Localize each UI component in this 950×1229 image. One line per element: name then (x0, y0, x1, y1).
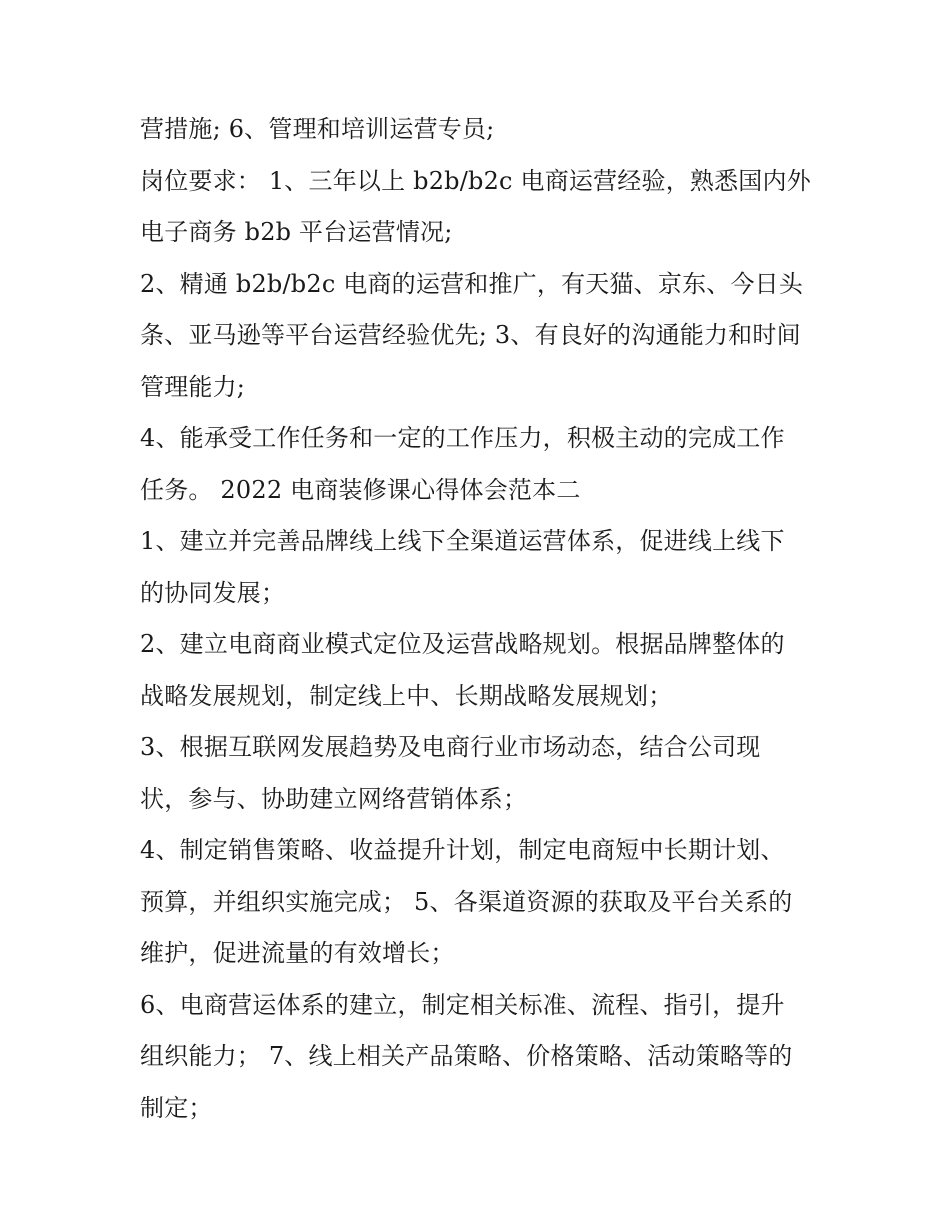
text-line: 6、电商营运体系的建立，制定相关标准、流程、指引，提升 (140, 990, 785, 1019)
text-line: 4、制定销售策略、收益提升计划，制定电商短中长期计划、 (140, 836, 785, 864)
text-line: 电子商务 b2b 平台运营情况; (140, 218, 453, 246)
text-line: 维护，促进流量的有效增长； (140, 939, 455, 967)
document-body (140, 104, 820, 1134)
text-line: 制定； (140, 1093, 213, 1122)
text-line: 战略发展规划，制定线上中、长期战略发展规划； (140, 681, 673, 710)
text-line: 4、能承受工作任务和一定的工作压力，积极主动的完成工作 (140, 424, 785, 452)
text-line: 管理能力; (140, 372, 246, 401)
text-line: 预算，并组织实施完成； 5、各渠道资源的获取及平台关系的 (140, 887, 793, 916)
text-line: 状，参与、协助建立网络营销体系； (140, 784, 528, 813)
text-line: 3、根据互联网发展趋势及电商行业市场动态，结合公司现 (140, 733, 761, 761)
text-line: 2、精通 b2b/b2c 电商的运营和推广，有天猫、京东、今日头 (140, 269, 804, 298)
text-line: 营措施; 6、管理和培训运营专员; (140, 115, 495, 143)
text-line: 组织能力； 7、线上相关产品策略、价格策略、活动策略等的 (140, 1042, 793, 1070)
text-line: 的协同发展； (140, 578, 286, 607)
text-line: 2、建立电商商业模式定位及运营战略规划。根据品牌整体的 (140, 630, 785, 658)
text-line: 任务。 2022 电商装修课心得体会范本二 (140, 475, 581, 504)
text-line: 1、建立并完善品牌线上线下全渠道运营体系，促进线上线下 (140, 527, 785, 555)
text-line: 条、亚马逊等平台运营经验优先; 3、有良好的沟通能力和时间 (140, 321, 801, 349)
text-line: 岗位要求： 1、三年以上 b2b/b2c 电商运营经验，熟悉国内外 (140, 166, 811, 195)
